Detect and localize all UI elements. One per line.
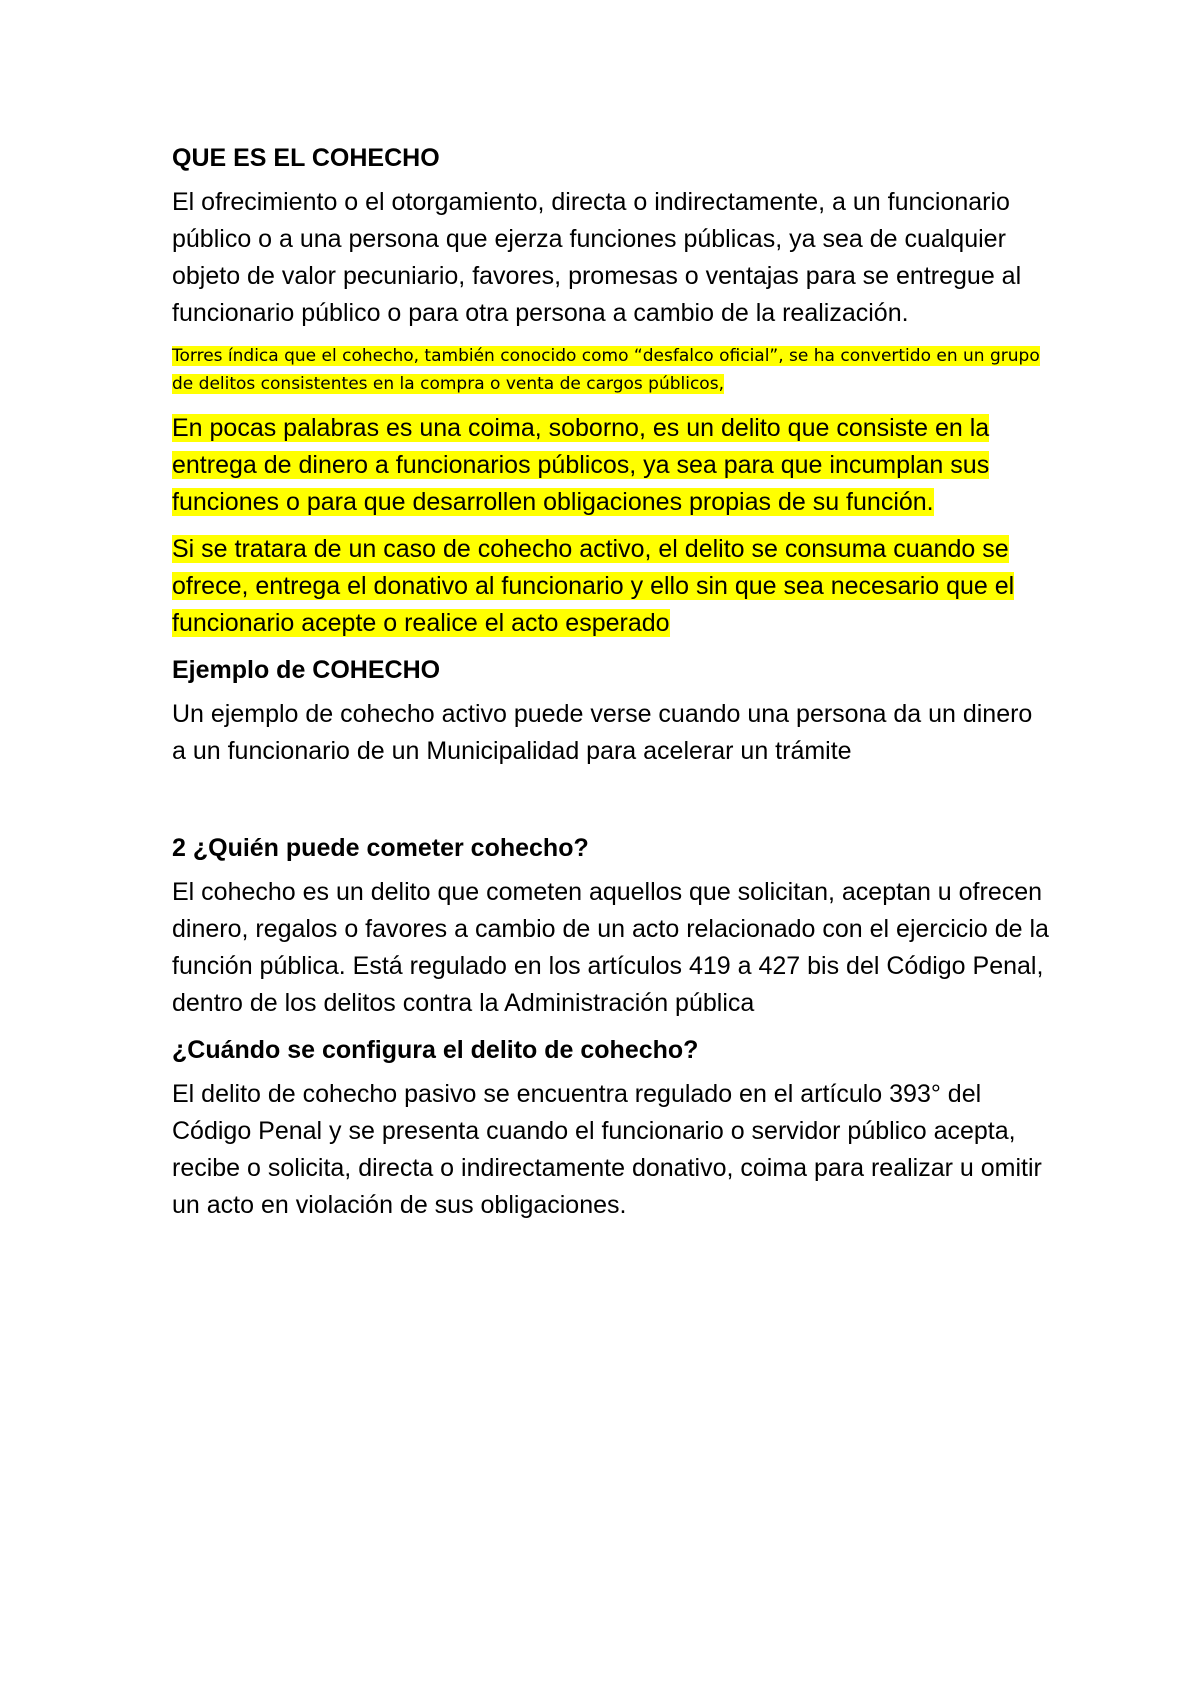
highlighted-text: Si se tratara de un caso de cohecho activo, el delito se consuma cuando se ofrece, entrega el donativo al funcionario y ello sin que sea necesario que el funcionario acepte o realice el acto esperado <box>172 535 1015 637</box>
paragraph-quote-torres <box>172 342 1052 398</box>
paragraph-coima <box>172 410 1052 521</box>
highlighted-text: Torres índica que el cohecho, también conocido como “desfalco oficial”, se ha convertido en un grupo de delitos consistentes en la compra o venta de cargos públicos, <box>172 346 1040 394</box>
heading-cuando-se-configura <box>172 1032 1052 1068</box>
heading-text: 2 ¿Quién puede cometer cohecho? <box>172 834 589 862</box>
paragraph-quien-puede: El cohecho es un delito que cometen aquellos que solicitan, aceptan u ofrecen dinero, regalos o favores a cambio de un acto relacionado con el ejercicio de la función pública. Está regulado en los artículos 419 a 427 bis del Código Penal, dentro de los delitos contra la Administración pública <box>172 878 1049 1017</box>
heading-quien-puede <box>172 830 1052 866</box>
blank-line <box>172 780 1052 830</box>
paragraph-cohecho-activo <box>172 531 1052 642</box>
heading-ejemplo <box>172 652 1052 688</box>
paragraph-ejemplo: Un ejemplo de cohecho activo puede verse cuando una persona da un dinero a un funcionario de un Municipalidad para acelerar un trámite <box>172 700 1033 765</box>
paragraph-definition: El ofrecimiento o el otorgamiento, directa o indirectamente, a un funcionario público o a una persona que ejerza funciones públicas, ya sea de cualquier objeto de valor pecuniario, favores, promesas o ventajas para se entregue al funcionario público o para otra persona a cambio de la realización. <box>172 188 1022 327</box>
heading-text: QUE ES EL COHECHO <box>172 144 440 172</box>
heading-que-es-el-cohecho <box>172 140 1052 176</box>
paragraph-cohecho-pasivo: El delito de cohecho pasivo se encuentra regulado en el artículo 393° del Código Penal y se presenta cuando el funcionario o servidor público acepta, recibe o solicita, directa o indirectamente donativo, coima para realizar u omitir un acto en violación de sus obligaciones. <box>172 1080 1042 1219</box>
heading-text: Ejemplo de COHECHO <box>172 656 441 684</box>
highlighted-text: En pocas palabras es una coima, soborno, es un delito que consiste en la entrega de dinero a funcionarios públicos, ya sea para que incumplan sus funciones o para que desarrollen obligaciones propias de su función. <box>172 414 990 516</box>
heading-text: ¿Cuándo se configura el delito de cohecho? <box>172 1036 699 1064</box>
document-body <box>172 140 1052 1234</box>
